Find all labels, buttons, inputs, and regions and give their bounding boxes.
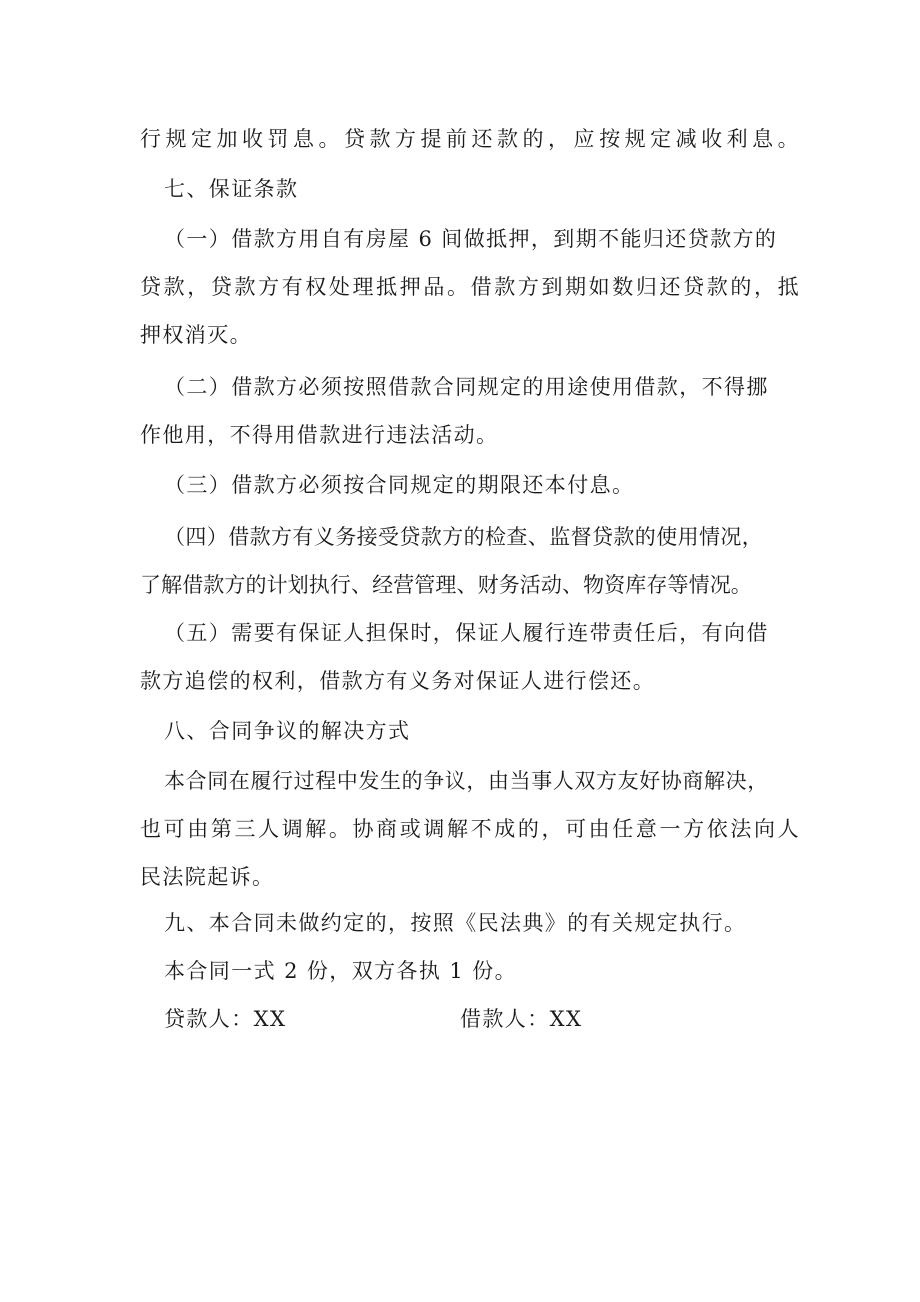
text-line: 民法院起诉。	[140, 865, 275, 889]
text-line: （三）借款方必须按合同规定的期限还本付息。	[164, 473, 635, 497]
text-line: （五）需要有保证人担保时，保证人履行连带责任后，有向借	[164, 621, 769, 645]
text-line: 作他用，不得用借款进行违法活动。	[140, 423, 499, 447]
text-line: 本合同在履行过程中发生的争议，由当事人双方友好协商解决，	[164, 769, 769, 793]
lender-signature: 贷款人：XX	[164, 1007, 287, 1031]
text-line: 了解借款方的计划执行、经营管理、财务活动、物资库存等情况。	[140, 573, 752, 597]
section-heading-dispute: 八、合同争议的解决方式	[164, 719, 411, 743]
text-line: 款方追偿的权利，借款方有义务对保证人进行偿还。	[140, 669, 656, 693]
text-line: 贷款，贷款方有权处理抵押品。借款方到期如数归还贷款的，抵	[140, 275, 800, 299]
text-line: 也可由第三人调解。协商或调解不成的，可由任意一方依法向人	[140, 817, 800, 841]
text-line: （一）借款方用自有房屋 6 间做抵押，到期不能归还贷款方的	[164, 227, 778, 251]
text-line: 九、本合同未做约定的，按照《民法典》的有关规定执行。	[164, 911, 747, 935]
borrower-signature: 借款人：XX	[460, 1007, 583, 1031]
text-line: （二）借款方必须按照借款合同规定的用途使用借款，不得挪	[164, 375, 769, 399]
text-line: 行规定加收罚息。贷款方提前还款的，应按规定减收利息。	[140, 127, 800, 151]
text-line: （四）借款方有义务接受贷款方的检查、监督贷款的使用情况，	[164, 525, 764, 549]
text-line: 本合同一式 2 份，双方各执 1 份。	[164, 959, 518, 983]
text-line: 押权消灭。	[140, 323, 252, 347]
section-heading-guarantee: 七、保证条款	[164, 177, 299, 201]
